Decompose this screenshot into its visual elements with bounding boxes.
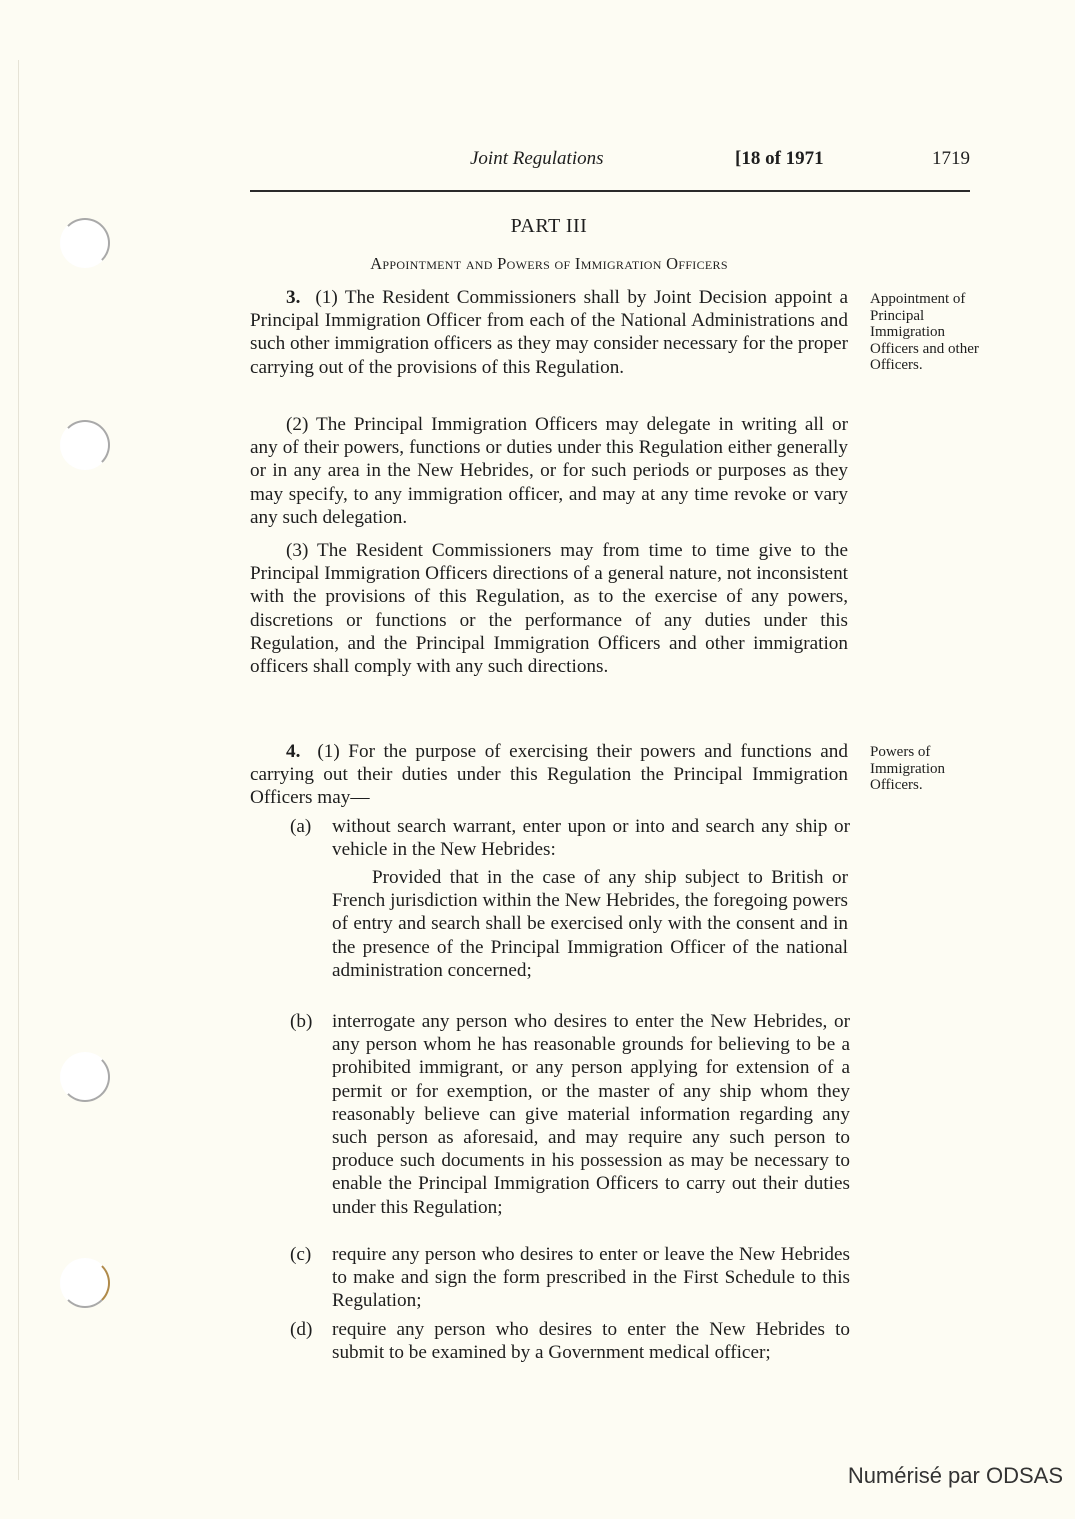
list-item-label: (d): [290, 1319, 313, 1340]
proviso-text: Provided that in the case of any ship subject to British or French jurisdiction within the New Hebrides, the foregoing powers of entry and search shall be exercised only with the consent and in the presence of the Principal Immigration Officer of the national administration concerned;: [332, 867, 848, 981]
section-4-intro: [250, 740, 848, 810]
section-3-paragraph-3: [250, 539, 848, 678]
list-item-d: [290, 1318, 850, 1364]
margin-note-section-3: Appointment of Principal Immigration Officers and other Officers.: [870, 291, 979, 373]
punch-hole-icon: [60, 218, 110, 268]
page-number: 1719: [932, 148, 970, 169]
list-item-label: (a): [290, 816, 312, 837]
page-edge: [18, 60, 19, 1480]
list-item-a: [290, 815, 850, 861]
list-item-label: (c): [290, 1244, 312, 1265]
part-title: PART III: [510, 215, 588, 237]
punch-hole-icon: [60, 1052, 110, 1102]
section-3-text-3: (3) The Resident Commissioners may from time to time give to the Principal Immigration Officers directions of a general nature, not inconsistent with the provisions of this Regulation, as to the exercise of any powers, discretions or functions or the performance of any duties under this Regulation, and the Principal Immigration Officers and other immigration officers shall comply with any such directions.: [250, 540, 848, 678]
section-3-paragraph-1: [250, 286, 848, 379]
list-item-c: [290, 1243, 850, 1313]
header-regulation-number: [18 of 1971: [735, 148, 824, 169]
digitization-credit: Numérisé par ODSAS: [847, 1463, 1063, 1488]
header-rule: [250, 190, 970, 192]
list-item-text: without search warrant, enter upon or into and search any ship or vehicle in the New Hebrides:: [332, 816, 850, 861]
section-number: 4.: [286, 741, 301, 762]
section-4-intro-text: (1) For the purpose of exercising their powers and functions and carrying out their duties under this Regulation the Principal Immigration Officers may—: [250, 741, 848, 809]
margin-note-section-4: Powers of Immigration Officers.: [870, 744, 945, 793]
list-item-b: [290, 1010, 850, 1219]
section-3-paragraph-2: [250, 413, 848, 529]
section-3-text-2: (2) The Principal Immigration Officers may delegate in writing all or any of their powers, functions or duties under this Regulation either generally or in any area in the New Hebrides, or for such periods or purposes as they may specify, to any immigration officer, and may at any time revoke or vary any such delegation.: [250, 414, 848, 528]
part-heading: Appointment and Powers of Immigration Officers: [370, 254, 728, 273]
section-number: 3.: [286, 287, 301, 308]
list-item-text: interrogate any person who desires to enter the New Hebrides, or any person whom he has reasonable grounds for believing to be a prohibited immigrant, or any person applying for extension of a permit or for exemption, or the master of any ship whom they reasonably believe can give material information regarding any such person as aforesaid, and may require any such person to produce such documents in his possession as may be necessary to enable the Principal Immigration Officers to carry out their duties under this Regulation;: [332, 1011, 850, 1218]
section-3-text-1: (1) The Resident Commissioners shall by Joint Decision appoint a Principal Immigration Officer from each of the National Administrations and such other immigration officers as they may consider necessary for the proper carrying out of the provisions of this Regulation.: [250, 287, 849, 378]
header-title: Joint Regulations: [470, 148, 604, 169]
list-item-text: require any person who desires to enter or leave the New Hebrides to make and sign the form prescribed in the First Schedule to this Regulation;: [332, 1244, 850, 1312]
running-header: [250, 148, 970, 178]
list-item-text: require any person who desires to enter the New Hebrides to submit to be examined by a Government medical officer;: [332, 1319, 850, 1364]
punch-hole-icon: [60, 420, 110, 470]
proviso: [332, 866, 848, 982]
list-item-label: (b): [290, 1011, 313, 1032]
punch-hole-icon: [60, 1258, 110, 1308]
